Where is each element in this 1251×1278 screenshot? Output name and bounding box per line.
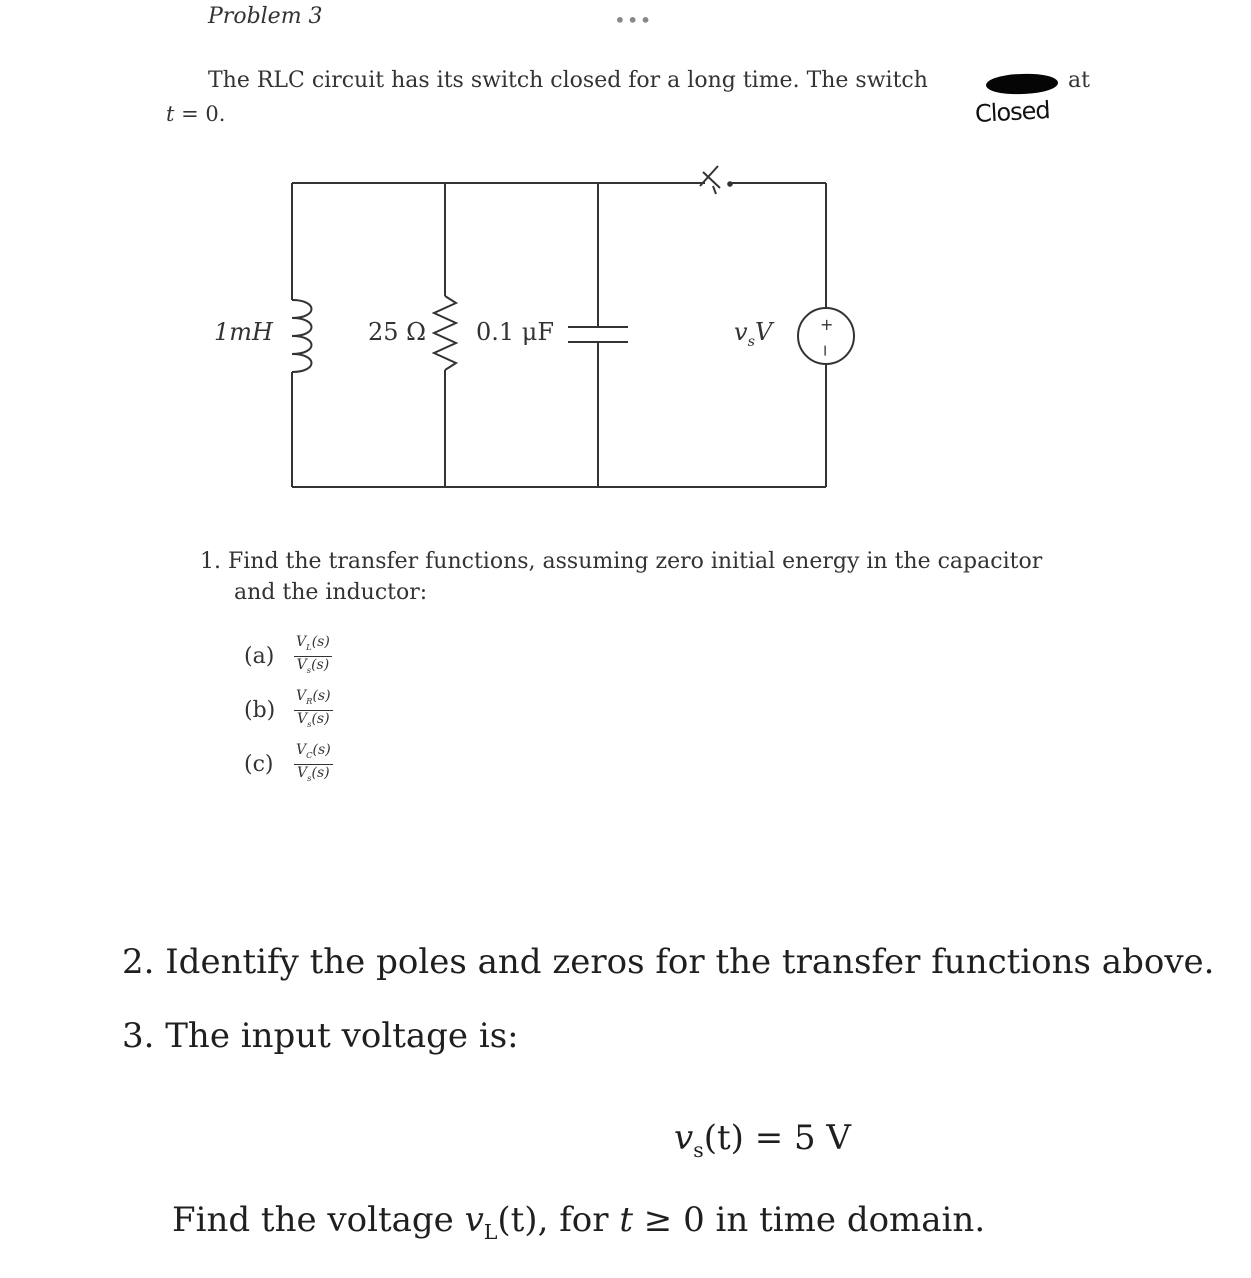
- fraction-denominator: $V_s(s)$: [296, 656, 330, 675]
- fraction-denominator: $V_s(s)$: [297, 710, 330, 729]
- question-3: 3. The input voltage is:: [122, 1016, 519, 1056]
- source-plus-sign: +: [820, 315, 834, 334]
- question-2: 2. Identify the poles and zeros for the transfer functions above.: [122, 942, 1215, 982]
- resistor-zigzag: [434, 296, 456, 370]
- more-options-icon[interactable]: •••: [614, 8, 653, 32]
- capacitor-label: 0.1 μF: [476, 318, 555, 346]
- switch-contact: [728, 182, 732, 186]
- fraction-denominator: $V_s(s)$: [297, 764, 330, 783]
- fraction-numerator: $V_L(s)$: [294, 634, 332, 657]
- problem-title: Problem 3: [208, 4, 323, 29]
- transfer-fraction: [294, 688, 333, 733]
- final-mid: , for: [537, 1200, 620, 1240]
- final-cond: ≥ 0 in time domain.: [632, 1200, 986, 1240]
- final-sub: L: [483, 1219, 498, 1244]
- source-label-sub: s: [747, 333, 755, 350]
- subitem-letter: (c): [244, 751, 274, 777]
- subitem-letter: (a): [244, 643, 275, 669]
- inductor-coil: [292, 300, 312, 372]
- final-var: v: [464, 1200, 484, 1240]
- fraction-numerator: $V_C(s)$: [294, 742, 333, 765]
- fraction-numerator: $V_R(s)$: [294, 688, 333, 711]
- time-variable: t: [166, 102, 175, 126]
- subitem-b: [244, 688, 333, 733]
- transfer-fraction: [294, 634, 332, 679]
- source-label-var: v: [734, 318, 748, 346]
- vs-sub: s: [693, 1137, 704, 1162]
- vs-arg: (t): [703, 1118, 744, 1158]
- time-value: = 0.: [174, 102, 226, 126]
- intro-text: The RLC circuit has its switch closed for a long time. The switch: [208, 68, 928, 93]
- resistor-label: 25 Ω: [368, 318, 427, 346]
- intro-text-end: at: [1068, 68, 1090, 93]
- source-label-unit: V: [754, 318, 773, 346]
- question-1: 1. Find the transfer functions, assuming zero initial energy in the capacitor: [200, 549, 1043, 574]
- switch-arrow-head: [713, 186, 716, 194]
- transfer-fraction: [294, 742, 333, 787]
- vs-var: v: [674, 1118, 694, 1158]
- source-label: [734, 318, 772, 350]
- final-pre: Find the voltage: [172, 1200, 465, 1240]
- inductor-label: 1mH: [214, 318, 273, 346]
- subitem-letter: (b): [244, 697, 276, 723]
- question-1-continued: and the inductor:: [234, 580, 428, 605]
- subitem-a: [244, 634, 332, 679]
- final-arg: (t): [497, 1200, 538, 1240]
- source-minus-sign: −: [816, 344, 835, 358]
- subitem-c: [244, 742, 333, 787]
- vs-rest: = 5 V: [743, 1118, 851, 1158]
- handwritten-note: Closed: [974, 96, 1051, 128]
- final-question: [172, 1200, 985, 1244]
- input-voltage-equation: [674, 1118, 851, 1162]
- final-cond-var: t: [619, 1200, 633, 1240]
